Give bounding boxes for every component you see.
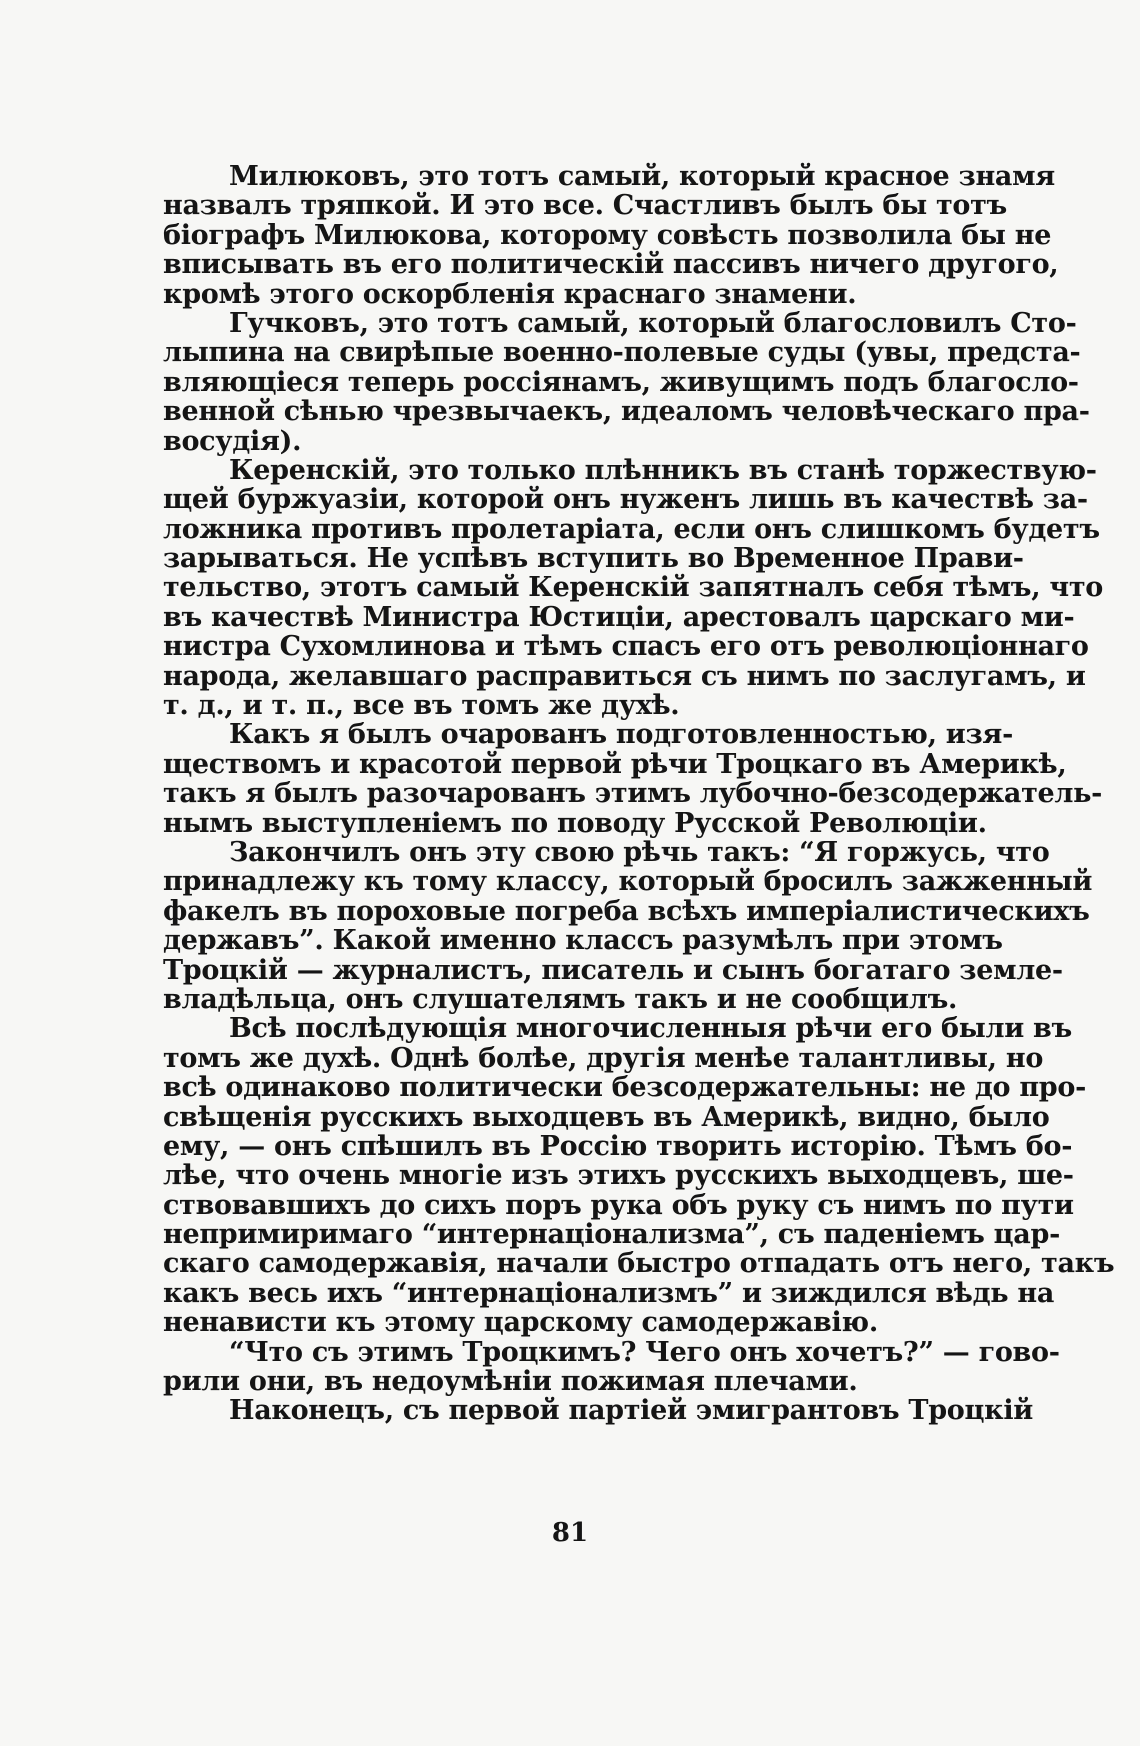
text-line: свѣщенія русскихъ выходцевъ въ Америкѣ, видно, было xyxy=(163,1101,1050,1133)
text-line: восудія). xyxy=(163,425,302,457)
text-line: нымъ выступленіемъ по поводу Русской Революціи. xyxy=(163,807,987,839)
text-line: непримиримаго “интернаціонализма”, съ паденіемъ цар- xyxy=(163,1219,1060,1251)
text-line: венной сѣнью чрезвычаекъ, идеаломъ человѣческаго пра- xyxy=(163,396,1090,428)
text-line: вляющіеся теперь россіянамъ, живущимъ подъ благосло- xyxy=(163,366,1079,398)
text-line: т. д., и т. п., все въ томъ же духѣ. xyxy=(163,690,680,722)
text-line: Всѣ послѣдующія многочисленныя рѣчи его были въ xyxy=(229,1013,1072,1045)
text-line: скаго самодержавія, начали быстро отпадать отъ него, такъ xyxy=(163,1248,1115,1280)
text-line: рили они, въ недоумѣніи пожимая плечами. xyxy=(163,1366,858,1398)
text-line: какъ весь ихъ “интернаціонализмъ” и зиждился вѣдь на xyxy=(163,1277,1055,1309)
text-line: Гучковъ, это тотъ самый, который благословилъ Сто- xyxy=(229,307,1077,339)
text-line: “Что съ этимъ Троцкимъ? Чего онъ хочетъ?” — гово- xyxy=(229,1336,1060,1368)
text-line: біографъ Милюкова, которому совѣсть позволила бы не xyxy=(163,219,1052,251)
text-line: кромѣ этого оскорбленія краснаго знамени. xyxy=(163,278,857,310)
text-line: всѣ одинаково политически безсодержательны: не до про- xyxy=(163,1072,1086,1104)
text-line: факелъ въ пороховые погреба всѣхъ имперіалистическихъ xyxy=(163,895,1090,927)
text-line: такъ я былъ разочарованъ этимъ лубочно-безсодержатель- xyxy=(163,778,1103,810)
body-text xyxy=(163,161,1115,1427)
text-line: Керенскій, это только плѣнникъ въ станѣ торжествую- xyxy=(229,454,1097,486)
text-line: нистра Сухомлинова и тѣмъ спасъ его отъ революціоннаго xyxy=(163,631,1089,663)
text-line: державъ”. Какой именно классъ разумѣлъ при этомъ xyxy=(163,925,1003,957)
text-line: ществомъ и красотой первой рѣчи Троцкаго въ Америкѣ, xyxy=(163,748,1067,780)
text-line: Какъ я былъ очарованъ подготовленностью, изя- xyxy=(229,719,1013,751)
text-line: тельство, этотъ самый Керенскій запятналъ себя тѣмъ, что xyxy=(163,572,1104,604)
text-line: лыпина на свирѣпые военно-полевые суды (увы, предста- xyxy=(163,337,1081,369)
text-line: въ качествѣ Министра Юстиціи, арестовалъ царскаго ми- xyxy=(163,601,1075,633)
text-line: принадлежу къ тому классу, который бросилъ зажженный xyxy=(163,866,1093,898)
text-line: зарываться. Не успѣвъ вступить во Временное Прави- xyxy=(163,543,1024,575)
page-number: 81 xyxy=(551,1518,589,1548)
text-line: вписывать въ его политическій пассивъ ничего другого, xyxy=(163,249,1059,281)
text-line: народа, желавшаго расправиться съ нимъ по заслугамъ, и xyxy=(163,660,1086,692)
text-line: Троцкій — журналистъ, писатель и сынъ богатаго земле- xyxy=(163,954,1063,986)
text-line: томъ же духѣ. Однѣ болѣе, другія менѣе талантливы, но xyxy=(163,1042,1044,1074)
text-line: ложника противъ пролетаріата, если онъ слишкомъ будетъ xyxy=(163,513,1100,545)
text-line: ствовавшихъ до сихъ поръ рука объ руку съ нимъ по пути xyxy=(163,1189,1074,1221)
text-line: назвалъ тряпкой. И это все. Счастливъ былъ бы тотъ xyxy=(163,190,1007,222)
text-line: лѣе, что очень многіе изъ этихъ русскихъ выходцевъ, ше- xyxy=(163,1160,1074,1192)
text-line: Милюковъ, это тотъ самый, который красное знамя xyxy=(229,161,1055,192)
text-line: щей буржуазіи, которой онъ нуженъ лишь въ качествѣ за- xyxy=(163,484,1088,516)
text-line: владѣльца, онъ слушателямъ такъ и не сообщилъ. xyxy=(163,983,958,1015)
text-line: Закончилъ онъ эту свою рѣчь такъ: “Я горжусь, что xyxy=(229,836,1050,868)
text-line: Наконецъ, съ первой партіей эмигрантовъ Троцкій xyxy=(229,1395,1034,1427)
text-line: ненависти къ этому царскому самодержавію. xyxy=(163,1307,878,1339)
text-line: ему, — онъ спѣшилъ въ Россію творить исторію. Тѣмъ бо- xyxy=(163,1130,1073,1162)
